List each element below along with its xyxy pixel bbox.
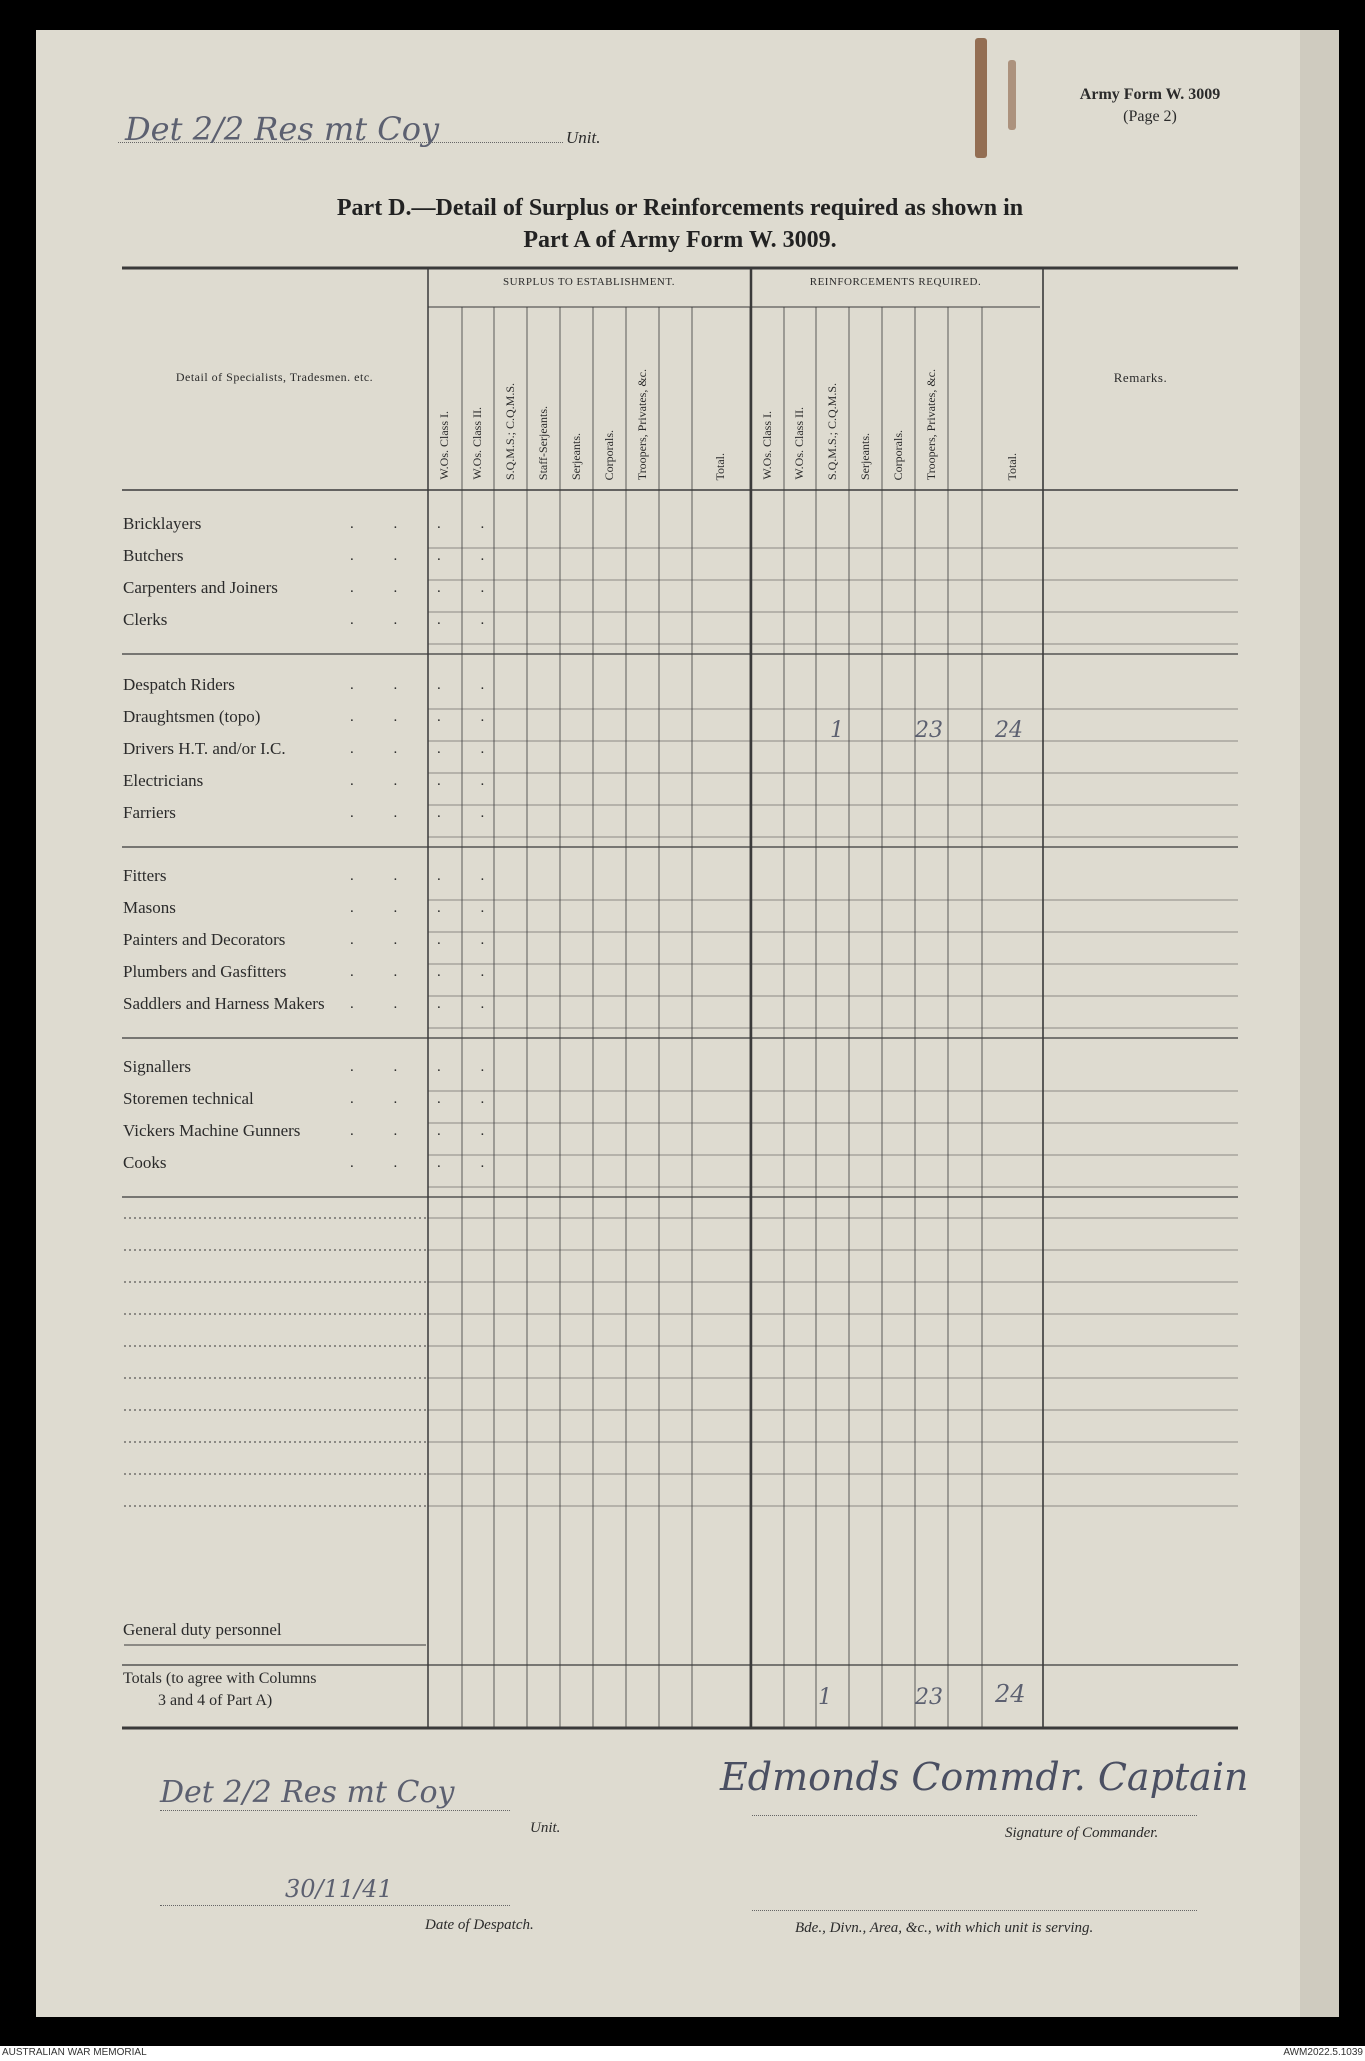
dot-leader: . . . . [350, 516, 503, 532]
remarks-header: Remarks. [1113, 370, 1168, 385]
trade-row-label: Draughtsmen (topo) [123, 707, 261, 726]
date-line [160, 1905, 510, 1906]
footer-unit-line [160, 1810, 510, 1811]
trade-row-label: Plumbers and Gasfitters [123, 962, 287, 981]
reinforcement-column-header: Total. [1004, 452, 1019, 480]
date-handwritten: 30/11/41 [285, 1875, 393, 1903]
totals-total-entry: 24 [995, 1680, 1026, 1708]
signature-line [752, 1815, 1197, 1816]
dot-leader: . . . . [350, 1091, 503, 1107]
reinforcement-column-header: S.Q.M.S.; C.Q.M.S. [824, 382, 839, 480]
dot-leader: . . . . [350, 868, 503, 884]
title-line-2: Part A of Army Form W. 3009. [523, 227, 837, 253]
trade-row-label: Masons [123, 898, 176, 917]
totals-label-line2: 3 and 4 of Part A) [158, 1692, 273, 1709]
trade-row-label: Cooks [123, 1153, 167, 1172]
trade-row-label: Despatch Riders [123, 675, 235, 694]
dot-leader: . . . . [350, 677, 503, 693]
dot-leader: . . . . [350, 1059, 503, 1075]
drivers-troopers-entry: 23 [915, 718, 943, 743]
totals-sqms-entry: 1 [818, 1685, 832, 1710]
unit-label: Unit. [566, 128, 601, 147]
trade-row-label: Electricians [123, 771, 204, 790]
dot-leader: . . . . [350, 773, 503, 789]
unit-handwritten: Det 2/2 Res mt Coy [125, 110, 440, 148]
surplus-column-header: Corporals. [601, 429, 616, 480]
dot-leader: . . . . [350, 964, 503, 980]
drivers-total-entry: 24 [995, 718, 1023, 743]
serving-line [752, 1910, 1197, 1911]
reinforcement-column-header: Corporals. [890, 429, 905, 480]
footer-unit-label: Unit. [530, 1820, 561, 1836]
surplus-column-header: S.Q.M.S.; C.Q.M.S. [502, 382, 517, 480]
footer-unit-handwritten: Det 2/2 Res mt Coy [160, 1775, 455, 1810]
commander-signature: Edmonds Commdr. Captain [720, 1755, 1249, 1799]
trade-row-label: Saddlers and Harness Makers [123, 994, 325, 1013]
trade-row-label: Farriers [123, 803, 176, 822]
archive-bar [0, 2046, 1365, 2061]
trade-row-label: Drivers H.T. and/or I.C. [123, 739, 286, 758]
reinforcement-column-header: W.Os. Class II. [792, 407, 806, 480]
reinforcement-column-header: W.Os. Class I. [760, 411, 774, 480]
surplus-column-header: Serjeants. [568, 433, 583, 480]
totals-troopers-entry: 23 [915, 1685, 943, 1710]
surplus-column-header: Staff-Serjeants. [535, 405, 550, 480]
trade-row-label: Storemen technical [123, 1089, 254, 1108]
reinforcement-column-header: Troopers, Privates, &c. [923, 368, 938, 480]
trade-row-label: Painters and Decorators [123, 930, 286, 949]
dot-leader: . . . . [350, 932, 503, 948]
dot-leader: . . . . [350, 900, 503, 916]
dot-leader: . . . . [350, 1155, 503, 1171]
dot-leader: . . . . [350, 612, 503, 628]
reinforcements-header: REINFORCEMENTS REQUIRED. [809, 276, 982, 288]
trade-row-label: Vickers Machine Gunners [123, 1121, 301, 1140]
date-label: Date of Despatch. [425, 1917, 534, 1933]
archive-left: AUSTRALIAN WAR MEMORIAL [2, 2047, 147, 2058]
trade-row-label: Carpenters and Joiners [123, 578, 278, 597]
dot-leader: . . . . [350, 996, 503, 1012]
form-number-text: Army Form W. 3009 [1079, 86, 1221, 103]
trade-row-label: Signallers [123, 1057, 191, 1076]
dot-leader: . . . . [350, 709, 503, 725]
dot-leader: . . . . [350, 548, 503, 564]
trade-row-label: Clerks [123, 610, 168, 629]
surplus-column-header: Total. [713, 452, 727, 480]
surplus-column-header: Troopers, Privates, &c. [634, 368, 649, 480]
form-page: (Page 2) [1123, 108, 1177, 125]
reinforcement-column-header: Serjeants. [857, 433, 872, 480]
trade-row-label: Fitters [123, 866, 167, 885]
general-duty-label: General duty personnel [123, 1620, 282, 1639]
drivers-sqms-entry: 1 [830, 718, 844, 743]
dot-leader: . . . . [350, 1123, 503, 1139]
title-line-1: Part D.—Detail of Surplus or Reinforcements required as shown in [336, 195, 1024, 221]
detail-header: Detail of Specialists, Tradesmen. etc. [175, 370, 374, 384]
surplus-header: SURPLUS TO ESTABLISHMENT. [502, 276, 676, 288]
archive-right: AWM2022.5.1039 [1283, 2047, 1363, 2058]
serving-label: Bde., Divn., Area, &c., with which unit is serving. [795, 1920, 1094, 1936]
dot-leader: . . . . [350, 580, 503, 596]
dot-leader: . . . . [350, 805, 503, 821]
trade-row-label: Bricklayers [123, 514, 202, 533]
trade-row-label: Butchers [123, 546, 184, 565]
surplus-column-header: W.Os. Class I. [437, 411, 451, 480]
totals-label-line1: Totals (to agree with Columns [123, 1670, 317, 1687]
signature-label: Signature of Commander. [1005, 1825, 1159, 1841]
surplus-column-header: W.Os. Class II. [470, 407, 484, 480]
dot-leader: . . . . [350, 741, 503, 757]
